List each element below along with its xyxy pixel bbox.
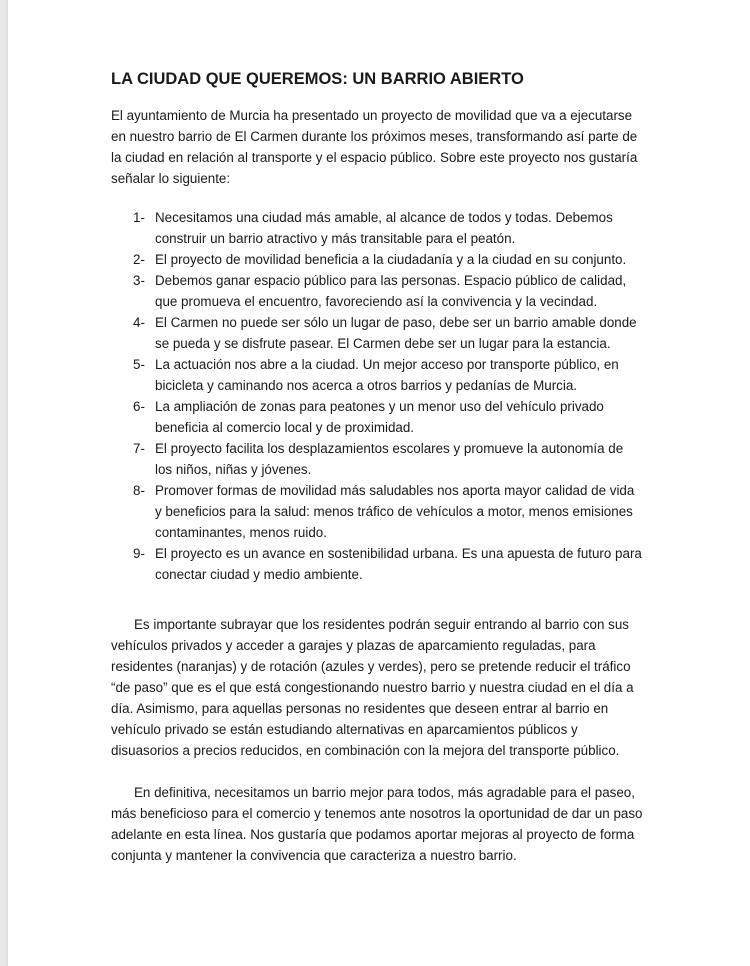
list-item-text: El proyecto de movilidad beneficia a la ciudadanía y a la ciudad en su conjunto. — [155, 252, 627, 267]
list-item-number: 5- — [133, 357, 145, 372]
list-item-number: 8- — [133, 483, 145, 498]
list-item-number: 4- — [133, 315, 145, 330]
list-item — [111, 270, 643, 312]
spacer — [111, 585, 643, 614]
list-item-text: Promover formas de movilidad más saludables nos aporta mayor calidad de vida y beneficios para la salud: menos tráfico de vehículos a motor, menos emisiones contaminantes, menos ruido. — [155, 483, 635, 540]
list-item-text: Necesitamos una ciudad más amable, al alcance de todos y todas. Debemos construir un barrio atractivo y más transitable para el peatón. — [155, 210, 613, 246]
document-page — [8, 0, 750, 966]
document-title: LA CIUDAD QUE QUEREMOS: UN BARRIO ABIERTO — [111, 70, 524, 88]
document-body — [111, 68, 643, 866]
list-item-number: 2- — [133, 252, 145, 267]
list-item-text: El proyecto facilita los desplazamientos escolares y promueve la autonomía de los niños, niñas y jóvenes. — [155, 441, 624, 477]
points-list — [111, 207, 643, 585]
list-item-text: Debemos ganar espacio público para las personas. Espacio público de calidad, que promueva el encuentro, favoreciendo así la convivencia y la vecindad. — [155, 273, 627, 309]
list-item — [111, 312, 643, 354]
list-item — [111, 354, 643, 396]
list-item-number: 6- — [133, 399, 145, 414]
list-item-number: 1- — [133, 210, 145, 225]
intro-paragraph: El ayuntamiento de Murcia ha presentado un proyecto de movilidad que va a ejecutarse en nuestro barrio de El Carmen durante los próximos meses, transformando así parte de la ciudad en relación al transporte y el espacio público. Sobre este proyecto nos gustaría señalar lo siguiente: — [111, 108, 638, 186]
spacer — [111, 761, 643, 782]
list-item-number: 9- — [133, 546, 145, 561]
list-item-text: La actuación nos abre a la ciudad. Un mejor acceso por transporte público, en bicicleta y caminando nos acerca a otros barrios y pedanías de Murcia. — [155, 357, 619, 393]
list-item — [111, 249, 643, 270]
list-item — [111, 438, 643, 480]
list-item-number: 3- — [133, 273, 145, 288]
list-item — [111, 480, 643, 543]
list-item-number: 7- — [133, 441, 145, 456]
list-item — [111, 543, 643, 585]
list-item-text: La ampliación de zonas para peatones y un menor uso del vehículo privado beneficia al comercio local y de proximidad. — [155, 399, 604, 435]
list-item — [111, 396, 643, 438]
residents-paragraph: Es importante subrayar que los residentes podrán seguir entrando al barrio con sus vehículos privados y acceder a garajes y plazas de aparcamiento reguladas, para residentes (naranjas) y de rotación (azules y verdes), pero se pretende reducir el tráfico “de paso” que es el que está congestionando nuestro barrio y nuestra ciudad en el día a día. Asimismo, para aquellas personas no residentes que deseen entrar al barrio en vehículo privado se están estudiando alternativas en aparcamientos públicos y disuasorios a precios reducidos, en combinación con la mejora del transporte público. — [111, 617, 634, 758]
list-item-text: El Carmen no puede ser sólo un lugar de paso, debe ser un barrio amable donde se pueda y se disfrute pasear. El Carmen debe ser un lugar para la estancia. — [155, 315, 637, 351]
list-item-text: El proyecto es un avance en sostenibilidad urbana. Es una apuesta de futuro para conectar ciudad y medio ambiente. — [155, 546, 642, 582]
list-item — [111, 207, 643, 249]
conclusion-paragraph: En definitiva, necesitamos un barrio mejor para todos, más agradable para el paseo, más beneficioso para el comercio y tenemos ante nosotros la oportunidad de dar un paso adelante en esta línea. Nos gustaría que podamos aportar mejoras al proyecto de forma conjunta y mantener la convivencia que caracteriza a nuestro barrio. — [111, 785, 643, 863]
